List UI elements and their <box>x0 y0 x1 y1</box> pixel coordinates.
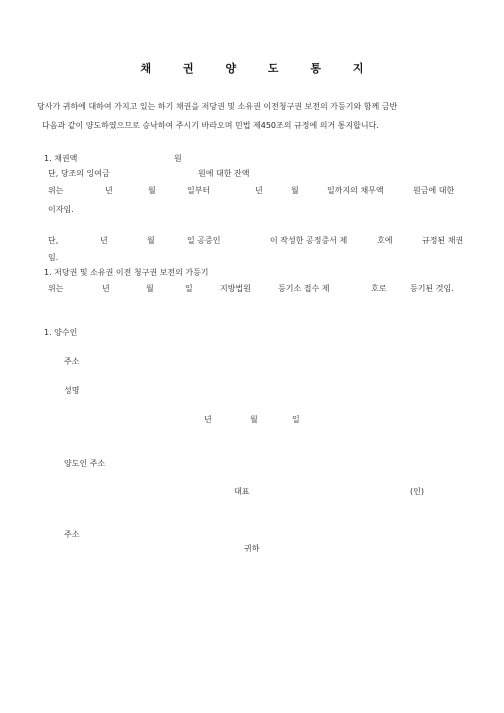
mortgage-month: 월 <box>146 284 154 293</box>
date-year: 년 <box>204 415 212 424</box>
row-wi: 위는 <box>48 186 64 195</box>
document-title: 채 권 양 도 통 지 <box>140 62 378 75</box>
mortgage-ho: 호로 <box>371 284 387 293</box>
mortgage-court: 지방법원 <box>220 284 251 293</box>
row-year-2: 년 <box>255 186 263 195</box>
surplus-label: 단, 당조의 잉여금 <box>48 169 110 178</box>
row-interest: 이자임. <box>48 205 74 214</box>
deed-ho: 호에 <box>377 236 393 245</box>
assignee-address-label: 주소 <box>64 357 80 366</box>
recipient-honorific: 귀하 <box>244 544 260 553</box>
deed-notary: 일 공증인 <box>187 236 221 245</box>
balance-label: 원에 대한 잔액 <box>198 169 250 178</box>
deed-im: 임. <box>48 253 59 262</box>
claim-amount-label: 1. 채권액 <box>44 154 78 163</box>
assignee-name-label: 성명 <box>64 386 80 395</box>
intro-line-1: 당사가 귀하에 대하여 가지고 있는 하기 채권을 저당권 및 소유권 이전청구권 보전의 가등기와 함께 금반 <box>37 102 398 111</box>
mortgage-label: 1. 저당권 및 소유권 이전 청구권 보전의 가등기 <box>44 268 209 277</box>
date-month: 월 <box>250 415 258 424</box>
row-month-1: 월 <box>148 186 156 195</box>
row-from: 일부터 <box>187 186 211 195</box>
row-month-2: 월 <box>291 186 299 195</box>
row-until: 일까지의 채무액 <box>327 186 384 195</box>
mortgage-year: 년 <box>102 284 110 293</box>
row-year-1: 년 <box>105 186 113 195</box>
assignor-rep-label: 대표 <box>234 487 250 496</box>
deed-dan: 단, <box>48 236 59 245</box>
intro-line-2: 다음과 같이 양도하였으므로 승낙하여 주시기 바라오며 민법 제450조의 규정에 의거 통지합니다. <box>42 121 379 130</box>
mortgage-done: 등기된 것임. <box>410 284 454 293</box>
assignor-address-label: 양도인 주소 <box>64 459 106 468</box>
deed-month: 월 <box>147 236 155 245</box>
deed-defined: 규정된 채권 <box>422 236 464 245</box>
assignor-seal: (인) <box>410 487 424 496</box>
assignee-label: 1. 양수인 <box>44 328 78 337</box>
date-day: 일 <box>292 415 300 424</box>
mortgage-wi: 위는 <box>48 284 64 293</box>
recipient-address-label: 주소 <box>64 530 80 539</box>
mortgage-day: 일 <box>185 284 193 293</box>
claim-amount-unit: 원 <box>174 154 182 163</box>
mortgage-registry: 등기소 접수 제 <box>278 284 330 293</box>
deed-year: 년 <box>100 236 108 245</box>
row-tail: 원금에 대한 <box>413 186 455 195</box>
deed-written: 이 작성한 공정증서 제 <box>270 236 348 245</box>
